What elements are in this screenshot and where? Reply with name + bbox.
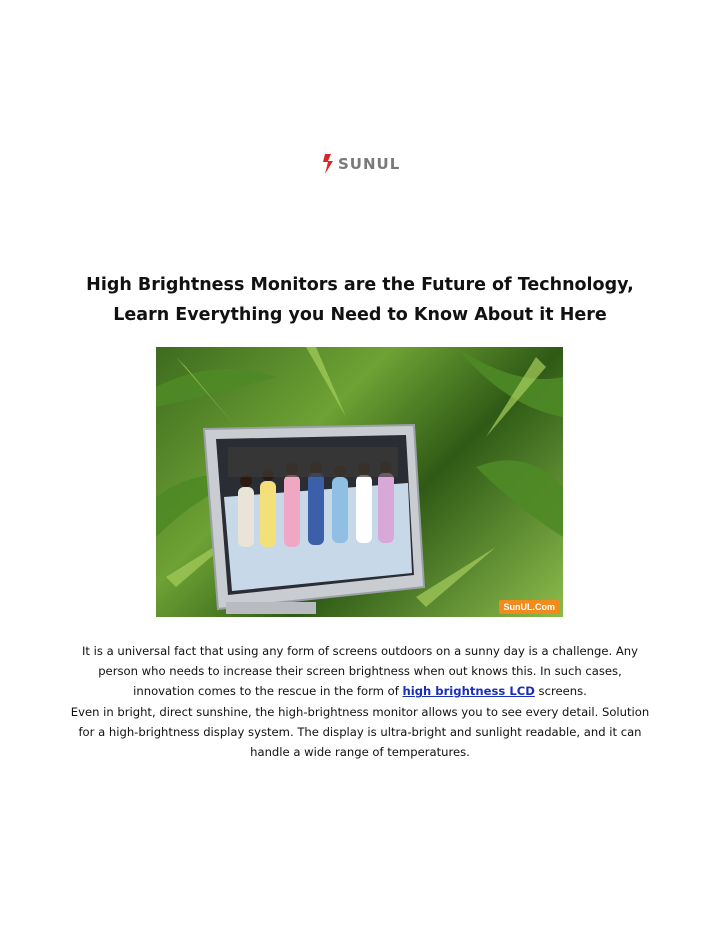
paragraph-1-tail: screens. <box>534 684 587 699</box>
paragraph-2: Even in bright, direct sunshine, the high-brightness monitor allows you to see every detail. Solution for a high-brightness display system. The display is ultra-bright and sunlight readable, and it can handle a wide range of temperatures. <box>70 704 650 760</box>
high-brightness-lcd-link[interactable]: high brightness LCD <box>402 684 535 699</box>
paragraph-1-text: It is a universal fact that using any form of screens outdoors on a sunny day is a challenge. Any person who needs to increase their screen brightness when out knows this. In such cases, innovation comes to the rescue in the form of <box>81 644 639 699</box>
monitor-in-plants-illustration <box>156 347 563 617</box>
sunul-logo-icon <box>322 153 334 175</box>
article-body <box>70 641 650 762</box>
brand-logo <box>322 153 400 175</box>
paragraph-1 <box>70 641 650 702</box>
page-title: High Brightness Monitors are the Future of Technology, Learn Everything you Need to Know About it Here <box>86 274 634 325</box>
logo-wordmark: SUNUL <box>338 155 401 173</box>
article-photo <box>156 347 563 617</box>
photo-watermark: SunUL.Com <box>499 600 561 614</box>
